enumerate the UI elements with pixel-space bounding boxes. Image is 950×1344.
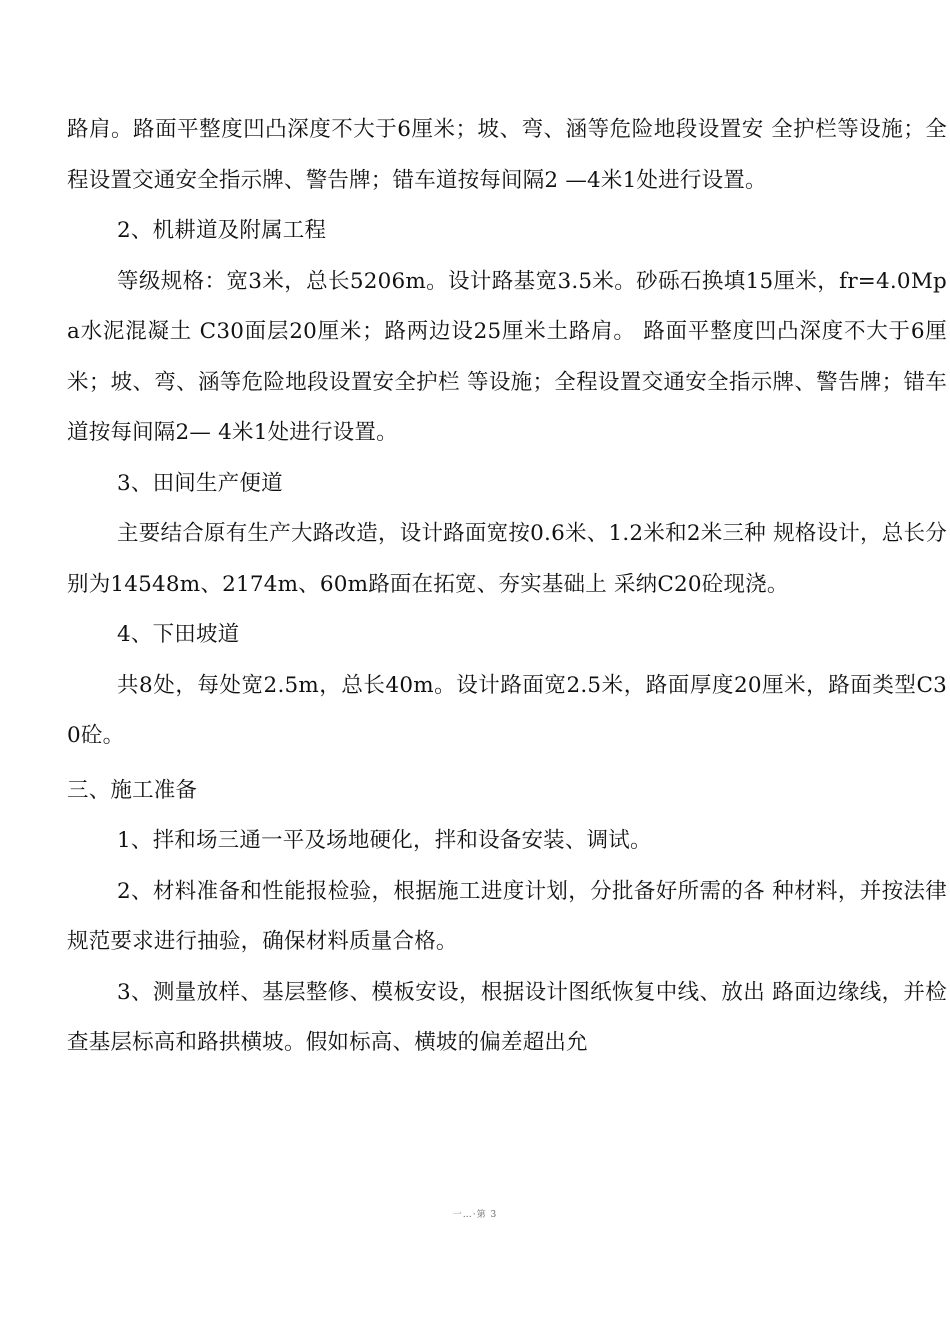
paragraph-field-path-spec: 主要结合原有生产大路改造，设计路面宽按0.6米、1.2米和2米三种 规格设计，总长分别为14548m、2174m、60m路面在拓宽、夯实基础上 采纳C20砼现浇。	[67, 521, 947, 597]
heading-field-ramp: 4、下田坡道	[117, 622, 240, 647]
paragraph-field-ramp-spec: 共8处，每处宽2.5m，总长40m。设计路面宽2.5米，路面厚度20厘米，路面类型C30砼。	[67, 672, 947, 748]
paragraph-prep-item-1: 1、拌和场三通一平及场地硬化，拌和设备安装、调试。	[117, 828, 652, 853]
document-body	[67, 105, 947, 1069]
paragraph-tractor-road-spec: 等级规格：宽3米，总长5206m。设计路基宽3.5米。砂砾石换填15厘米，fr=4.0Mpa水泥混凝土 C30面层20厘米；路两边设25厘米土路肩。 路面平整度凹凸深度不大于6厘米；坡、弯、涵等危险地段设置安全护栏 等设施；全程设置交通安全指示牌、警告牌；错车道按每间隔2— 4米1处进行设置。	[67, 268, 947, 445]
paragraph-road-shoulder: 路肩。路面平整度凹凸深度不大于6厘米；坡、弯、涵等危险地段设置安 全护栏等设施；全程设置交通安全指示牌、警告牌；错车道按每间隔2 —4米1处进行设置。	[67, 117, 947, 193]
paragraph-prep-item-3: 3、测量放样、基层整修、模板安设，根据设计图纸恢复中线、放出 路面边缘线，并检查基层标高和路拱横坡。假如标高、横坡的偏差超出允	[67, 979, 947, 1055]
paragraph-prep-item-2: 2、材料准备和性能报检验，根据施工进度计划，分批备好所需的各 种材料，并按法律规范要求进行抽验，确保材料质量合格。	[67, 878, 947, 954]
heading-construction-prep: 三、施工准备	[67, 777, 198, 803]
heading-field-path: 3、田间生产便道	[117, 470, 283, 496]
heading-tractor-road: 2、机耕道及附属工程	[117, 218, 327, 243]
page-footer: 一…·第 3	[452, 1210, 498, 1220]
